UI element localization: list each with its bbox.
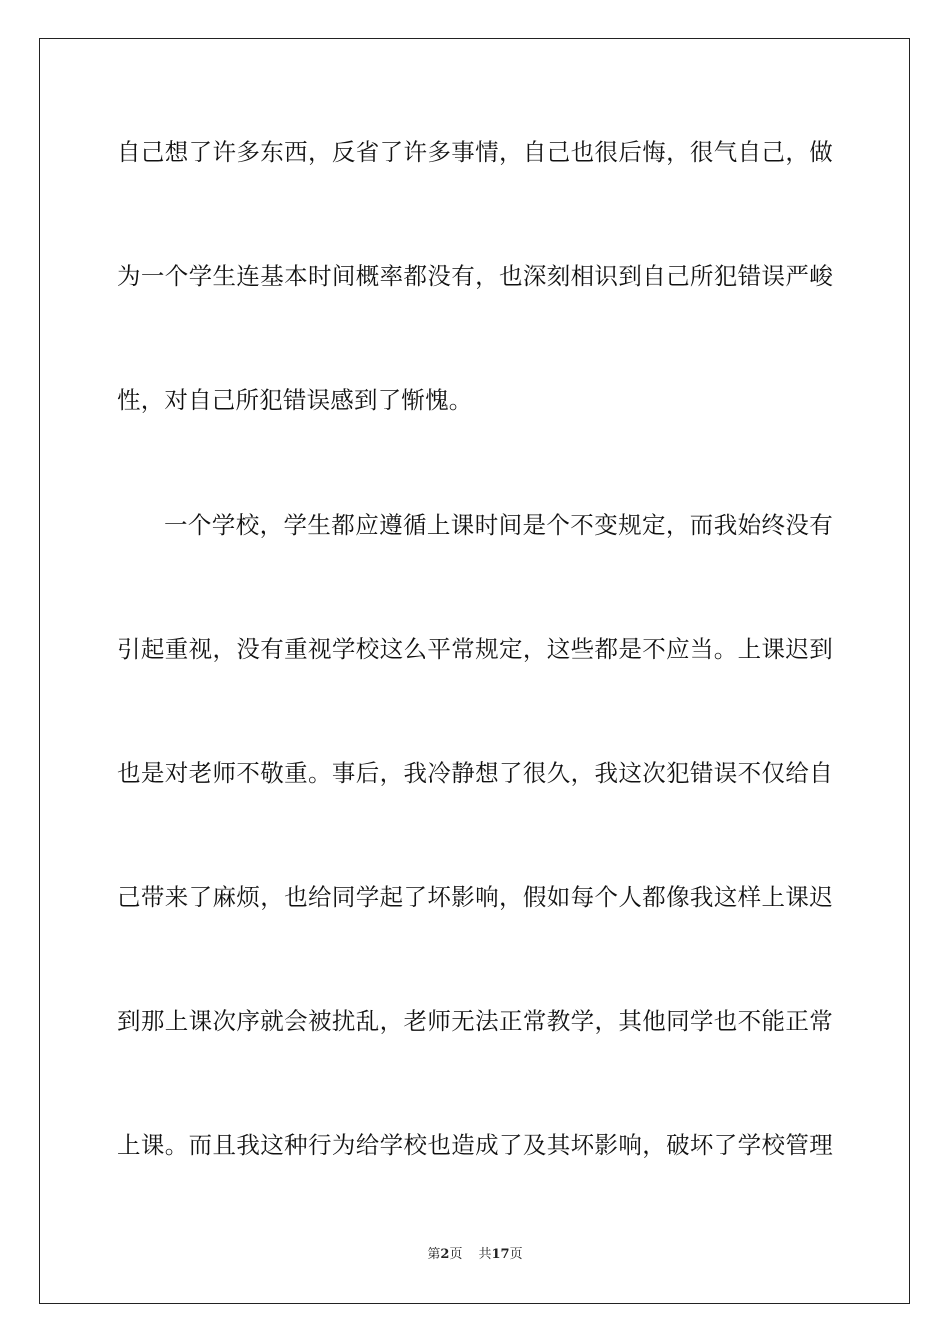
text-line-1: 自己想了许多东西，反省了许多事情，自己也很后悔，很气自己，做 [117,138,833,166]
footer-page-number: 2 [440,1247,450,1262]
footer-page-suffix: 页 [449,1247,463,1262]
footer-total-pages: 17 [491,1247,510,1262]
footer-total-suffix: 页 [509,1247,523,1262]
text-line-6: 也是对老师不敬重。事后，我冷静想了很久，我这次犯错误不仅给自 [117,759,833,787]
page-footer [0,1246,950,1264]
text-line-7: 己带来了麻烦，也给同学起了坏影响，假如每个人都像我这样上课迟 [117,883,833,911]
text-line-5: 引起重视，没有重视学校这么平常规定，这些都是不应当。上课迟到 [117,635,833,663]
footer-total-prefix: 共 [478,1247,492,1262]
page-border [39,38,910,1304]
text-line-9: 上课。而且我这种行为给学校也造成了及其坏影响，破坏了学校管理 [117,1131,833,1159]
text-line-2: 为一个学生连基本时间概率都没有，也深刻相识到自己所犯错误严峻 [117,262,833,290]
text-line-4: 一个学校，学生都应遵循上课时间是个不变规定，而我始终没有 [164,511,833,539]
text-line-8: 到那上课次序就会被扰乱，老师无法正常教学，其他同学也不能正常 [117,1007,833,1035]
footer-page-prefix: 第 [427,1247,441,1262]
text-line-3: 性，对自己所犯错误感到了惭愧。 [117,386,473,414]
